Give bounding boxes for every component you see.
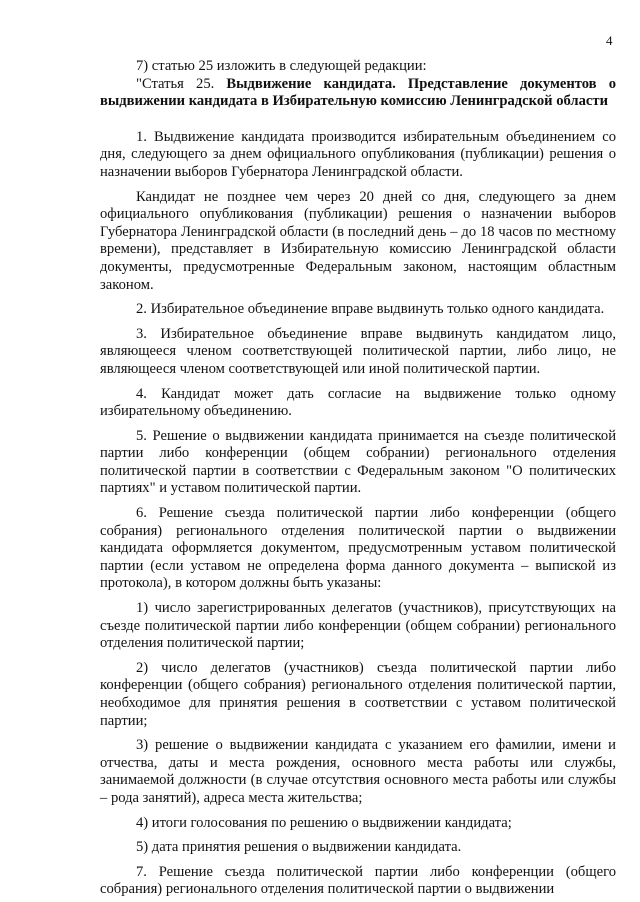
paragraph-7: 7. Решение съезда политической партии либо конференции (общего собрания) регионального отделения политической партии о выдвижении [100,863,616,898]
paragraph-2: 2. Избирательное объединение вправе выдвинуть только одного кандидата. [136,301,605,318]
intro-line: 7) статью 25 изложить в следующей редакции: [136,58,427,74]
paragraph-1-deadline: Кандидат не позднее чем через 20 дней со дня, следующего за днем официального опубликования (публикации) решения о назначении выборов Губернатора Ленинградской области (в последний день – до 18 часов по местному времени), представляет в Избирательную комиссию Ленинградской области документы, предусмотренные Федеральным законом, настоящим областным законом. [100,188,616,293]
paragraph-4: 4. Кандидат может дать согласие на выдвижение только одному избирательному объединению. [100,385,616,420]
page-number: 4 [606,33,613,48]
article-title [100,76,616,111]
paragraph-3: 3. Избирательное объединение вправе выдвинуть кандидатом лицо, являющееся членом соответствующей политической партии, либо лицо, не являющееся членом соответствующей или иной политической партии. [100,325,616,377]
list-item-3: 3) решение о выдвижении кандидата с указанием его фамилии, имени и отчества, даты и места рождения, основного места работы или службы, занимаемой должности (в случае отсутствия основного места работы или службы – рода занятий), адреса места жительства; [100,737,616,806]
list-item-1: 1) число зарегистрированных делегатов (участников), присутствующих на съезде политической партии либо конференции (общем собрании) регионального отделения политической партии; [100,600,616,652]
document-body [100,58,616,899]
list-item-2: 2) число делегатов (участников) съезда политической партии либо конференции (общего собрания) регионального отделения политической партии, необходимое для принятия решения в соответствии с уставом политической партии; [100,659,616,729]
article-title-lead: "Статья 25. [136,75,215,92]
list-item-5: 5) дата принятия решения о выдвижении кандидата. [136,839,462,856]
article-title-text: Выдвижение кандидата. Представление документов о выдвижении кандидата в Избирательную комиссию Ленинградской области [100,75,616,110]
paragraph-5: 5. Решение о выдвижении кандидата принимается на съезде политической партии либо конференции (общем собрании) регионального отделения политической партии в соответствии с Федеральным законом "О политических партиях" и уставом политической партии. [100,427,616,497]
paragraph-1: 1. Выдвижение кандидата производится избирательным объединением со дня, следующего за днем официального опубликования (публикации) решения о назначении выборов Губернатора Ленинградской области. [100,128,616,180]
paragraph-6: 6. Решение съезда политической партии либо конференции (общего собрания) регионального отделения политической партии о выдвижении кандидата оформляется документом, предусмотренным уставом политической партии (если уставом не определена форма данного документа – выпиской из протокола), в котором должны быть указаны: [100,505,616,592]
list-item-4: 4) итоги голосования по решению о выдвижении кандидата; [136,814,512,831]
